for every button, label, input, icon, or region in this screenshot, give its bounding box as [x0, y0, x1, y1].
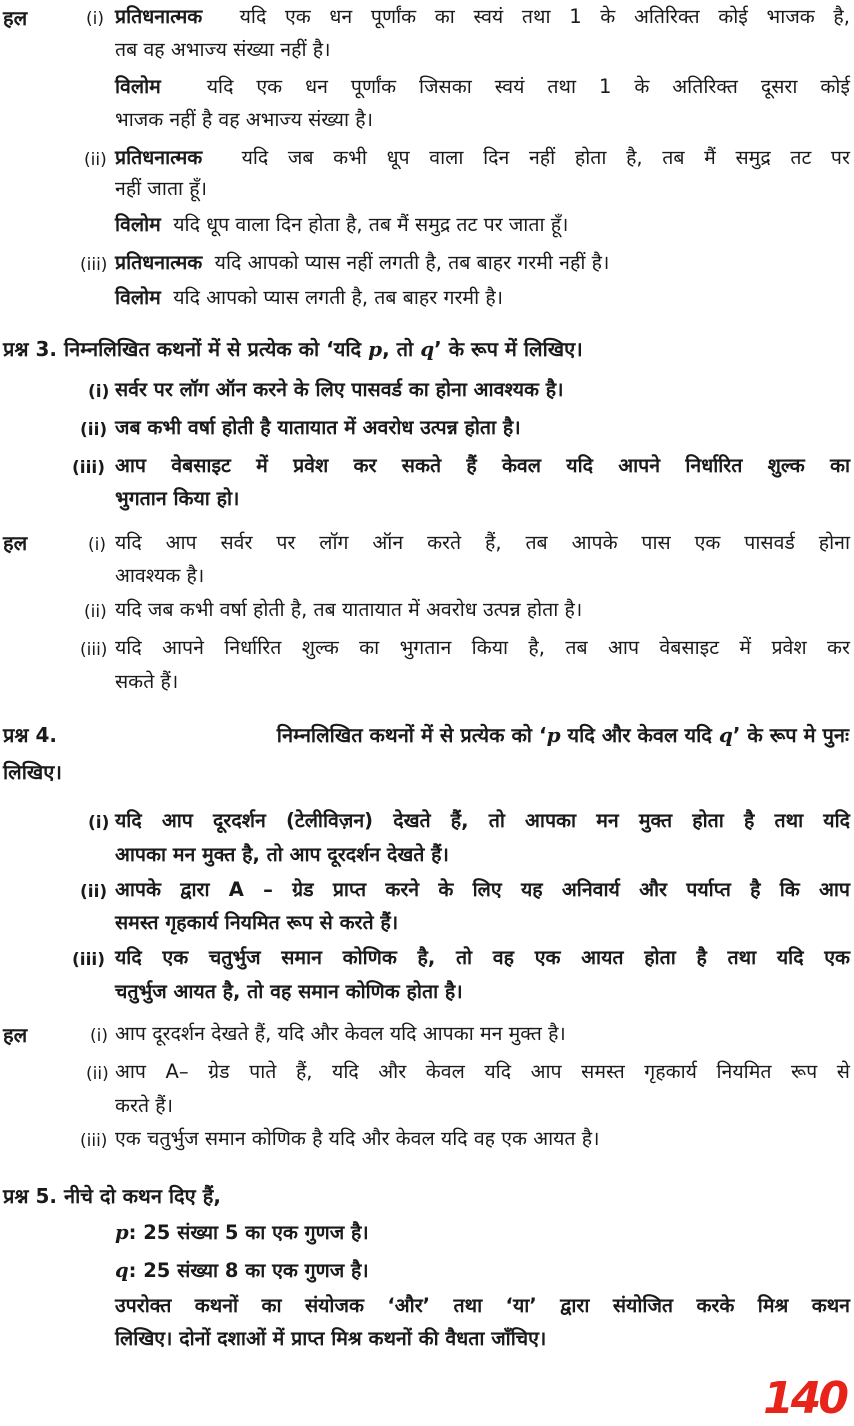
question-number: प्रश्न 4. — [3, 723, 57, 747]
item-number: (i) — [88, 382, 110, 402]
statement-q — [115, 1254, 369, 1288]
term-converse: विलोम — [115, 213, 161, 236]
question-number: प्रश्न 3. — [3, 337, 57, 361]
text-line: यदि जब कभी वर्षा होती है, तब यातायात में अवरोध उत्पन्न होता है। — [115, 598, 583, 621]
text-line — [115, 70, 850, 104]
question-text: लिखिए। — [3, 760, 62, 784]
text-line: आप A– ग्रेड पाते हैं, यदि और केवल यदि आप समस्त गृहकार्य नियमित रूप से — [115, 1060, 850, 1083]
text-line — [115, 141, 850, 175]
statement-text: : 25 संख्या 8 का एक गुणज है। — [128, 1259, 369, 1282]
term-contrapositive: प्रतिधनात्मक — [115, 146, 203, 169]
question-4-heading — [3, 721, 849, 748]
line-text: यदि जब कभी धूप वाला दिन नहीं होता है, तब मैं समुद्र तट पर — [241, 146, 850, 169]
text-line: आवश्यक है। — [115, 564, 205, 587]
item-number: (ii) — [84, 150, 107, 170]
variable-q: q — [420, 337, 435, 361]
item-number: (i) — [88, 813, 110, 833]
text-line: आप वेबसाइट में प्रवेश कर सकते हैं केवल यदि आपने निर्धारित शुल्क का — [115, 454, 850, 477]
term-converse: विलोम — [115, 75, 161, 98]
statement-text: : 25 संख्या 5 का एक गुणज है। — [128, 1221, 369, 1244]
question-number: प्रश्न 5. — [3, 1184, 57, 1208]
item-number: (iii) — [72, 458, 106, 478]
question-text: निम्नलिखित कथनों में से प्रत्येक को ‘ — [276, 723, 547, 747]
item-number: (ii) — [86, 1064, 109, 1084]
text-line — [115, 281, 503, 315]
text-line: चतुर्भुज आयत है, तो वह समान कोणिक होता है। — [115, 980, 463, 1003]
variable-p: p — [115, 1221, 129, 1244]
text-line — [115, 246, 609, 280]
text-line: आप दूरदर्शन देखते हैं, यदि और केवल यदि आपका मन मुक्त है। — [115, 1022, 566, 1045]
item-number: (iii) — [72, 950, 106, 970]
line-text: यदि धूप वाला दिन होता है, तब मैं समुद्र तट पर जाता हूँ। — [173, 213, 569, 236]
variable-q: q — [718, 723, 733, 747]
question-text: निम्नलिखित कथनों में से प्रत्येक को ‘यदि — [63, 337, 369, 361]
text-line: उपरोक्त कथनों का संयोजक ‘और’ तथा ‘या’ द्वारा संयोजित करके मिश्र कथन — [115, 1294, 850, 1317]
page-number: 140 — [763, 1373, 846, 1424]
term-converse: विलोम — [115, 286, 161, 309]
text-line — [115, 208, 568, 242]
question-3-heading — [3, 335, 583, 362]
line-text: यदि आपको प्यास नहीं लगती है, तब बाहर गरमी नहीं है। — [214, 251, 610, 274]
question-text: नीचे दो कथन दिए हैं, — [63, 1184, 221, 1208]
question-text: , तो — [382, 337, 421, 361]
statement-p — [115, 1216, 369, 1250]
text-line: समस्त गृहकार्य नियमित रूप से करते हैं। — [115, 911, 399, 934]
item-number: (iii) — [80, 255, 108, 275]
line-text: यदि एक धन पूर्णांक जिसका स्वयं तथा 1 के अतिरिक्त दूसरा कोई — [206, 75, 850, 98]
solution-label: हल — [3, 1023, 28, 1047]
text-line: तब वह अभाज्य संख्या नहीं है। — [115, 38, 331, 61]
solution-label: हल — [3, 531, 28, 555]
text-line: सर्वर पर लॉग ऑन करने के लिए पासवर्ड का होना आवश्यक है। — [115, 378, 564, 401]
item-number: (iii) — [80, 640, 108, 660]
text-line: आपके द्वारा A – ग्रेड प्राप्त करने के लिए यह अनिवार्य और पर्याप्त है कि आप — [115, 878, 850, 901]
variable-q: q — [115, 1259, 129, 1282]
text-line: नहीं जाता हूँ। — [115, 177, 208, 200]
line-text: यदि आपको प्यास लगती है, तब बाहर गरमी है। — [173, 286, 504, 309]
item-number: (ii) — [80, 420, 108, 440]
variable-p: p — [368, 337, 383, 361]
question-text: ’ के रूप में लिखिए। — [434, 337, 583, 361]
text-line — [115, 0, 850, 34]
question-5-heading — [3, 1182, 221, 1209]
item-number: (i) — [86, 9, 104, 29]
text-line: यदि एक चतुर्भुज समान कोणिक है, तो वह एक आयत होता है तथा यदि एक — [115, 946, 850, 969]
text-line: यदि आप दूरदर्शन (टेलीविज़न) देखते हैं, तो आपका मन मुक्त होता है तथा यदि — [115, 809, 850, 832]
term-contrapositive: प्रतिधनात्मक — [115, 251, 203, 274]
text-line: यदि आपने निर्धारित शुल्क का भुगतान किया है, तब आप वेबसाइट में प्रवेश कर — [115, 636, 850, 659]
text-line: भाजक नहीं है वह अभाज्य संख्या है। — [115, 108, 373, 131]
text-line: सकते हैं। — [115, 670, 179, 693]
text-line: एक चतुर्भुज समान कोणिक है यदि और केवल यदि वह एक आयत है। — [115, 1127, 600, 1150]
text-line: यदि आप सर्वर पर लॉग ऑन करते हैं, तब आपके पास एक पासवर्ड होना — [115, 531, 850, 554]
item-number: (ii) — [84, 602, 107, 622]
text-line: भुगतान किया हो। — [115, 487, 240, 510]
item-number: (iii) — [80, 1131, 108, 1151]
question-text: यदि और केवल यदि — [560, 723, 719, 747]
solution-label: हल — [3, 6, 28, 30]
text-line: लिखिए। दोनों दशाओं में प्राप्त मिश्र कथनों की वैधता जाँचिए। — [115, 1327, 547, 1350]
variable-p: p — [546, 723, 561, 747]
item-number: (i) — [90, 1026, 108, 1046]
question-text: ’ के रूप मे पुनः — [732, 723, 849, 747]
text-line: करते हैं। — [115, 1094, 174, 1117]
text-line: जब कभी वर्षा होती है यातायात में अवरोध उत्पन्न होता है। — [115, 416, 521, 439]
term-contrapositive: प्रतिधनात्मक — [115, 5, 203, 28]
line-text: यदि एक धन पूर्णांक का स्वयं तथा 1 के अतिरिक्त कोई भाजक है, — [239, 5, 850, 28]
text-line: आपका मन मुक्त है, तो आप दूरदर्शन देखते हैं। — [115, 843, 449, 866]
item-number: (i) — [88, 535, 106, 555]
item-number: (ii) — [80, 882, 108, 902]
